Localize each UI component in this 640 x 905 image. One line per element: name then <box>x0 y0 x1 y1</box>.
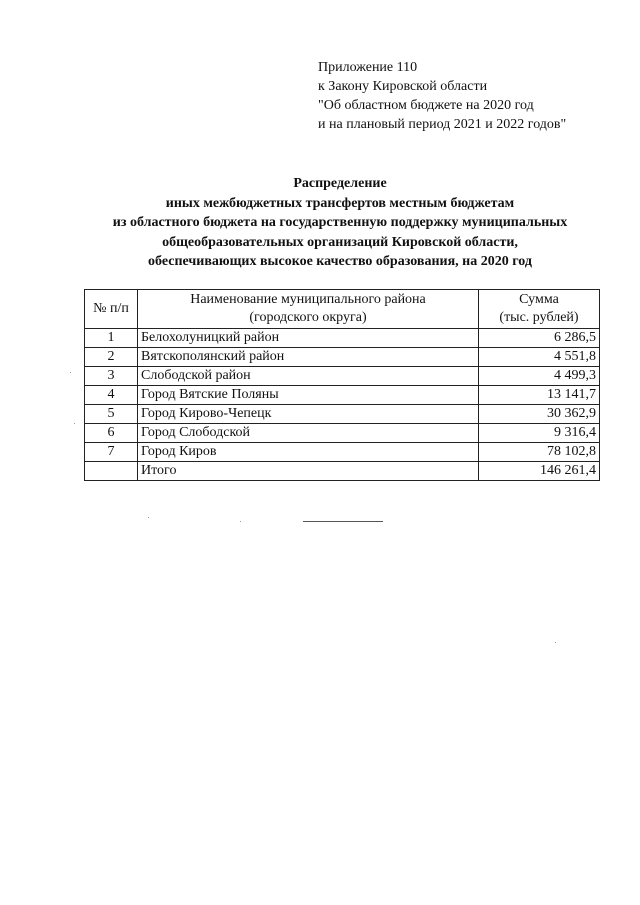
row-number: 3 <box>85 367 138 386</box>
table-row <box>85 424 600 443</box>
row-number: 4 <box>85 386 138 405</box>
row-number: 2 <box>85 348 138 367</box>
row-name: Город Вятские Поляны <box>138 386 479 405</box>
header-sum-line2: (тыс. рублей) <box>499 310 579 325</box>
appendix-line: Приложение 110 <box>318 60 418 75</box>
table-row <box>85 405 600 424</box>
table-total-row <box>85 462 600 481</box>
total-sum: 146 261,4 <box>479 462 600 481</box>
table-row <box>85 329 600 348</box>
title-line: Распределение <box>293 176 387 191</box>
table-row <box>85 367 600 386</box>
row-sum: 4 551,8 <box>479 348 600 367</box>
distribution-table <box>84 289 600 481</box>
scan-speck <box>555 642 556 643</box>
appendix-line: и на плановый период 2021 и 2022 годов" <box>318 117 567 132</box>
header-sum <box>479 290 600 329</box>
title-line: обеспечивающих высокое качество образования, на 2020 год <box>148 254 532 269</box>
title-line: из областного бюджета на государственную поддержку муниципальных <box>112 215 568 230</box>
row-name: Город Кирово-Чепецк <box>138 405 479 424</box>
row-number: 7 <box>85 443 138 462</box>
header-name-line1: Наименование муниципального района <box>190 292 426 307</box>
row-sum: 4 499,3 <box>479 367 600 386</box>
row-sum: 78 102,8 <box>479 443 600 462</box>
table-row <box>85 443 600 462</box>
row-sum: 13 141,7 <box>479 386 600 405</box>
table-row <box>85 348 600 367</box>
table-row <box>85 386 600 405</box>
row-name: Город Слободской <box>138 424 479 443</box>
header-name-line2: (городского округа) <box>249 310 367 325</box>
row-number: 6 <box>85 424 138 443</box>
row-name: Слободской район <box>138 367 479 386</box>
appendix-header <box>318 58 566 134</box>
total-number <box>85 462 138 481</box>
row-sum: 30 362,9 <box>479 405 600 424</box>
row-sum: 6 286,5 <box>479 329 600 348</box>
row-name: Вятскополянский район <box>138 348 479 367</box>
row-sum: 9 316,4 <box>479 424 600 443</box>
appendix-line: "Об областном бюджете на 2020 год <box>318 98 534 113</box>
appendix-line: к Закону Кировской области <box>318 79 488 94</box>
scan-speck <box>74 423 75 424</box>
title-line: общеобразовательных организаций Кировской области, <box>162 234 518 250</box>
scan-speck <box>70 372 71 373</box>
row-name: Белохолуницкий район <box>138 329 479 348</box>
row-name: Город Киров <box>138 443 479 462</box>
scan-speck <box>240 521 241 522</box>
row-number: 1 <box>85 329 138 348</box>
header-number: № п/п <box>85 290 138 329</box>
scan-speck <box>148 517 149 518</box>
end-divider <box>303 521 383 522</box>
row-number: 5 <box>85 405 138 424</box>
header-name <box>138 290 479 329</box>
header-sum-line1: Сумма <box>519 292 559 307</box>
title-line: иных межбюджетных трансфертов местным бюджетам <box>165 195 515 211</box>
table-header-row <box>85 290 600 329</box>
document-title <box>60 174 620 272</box>
total-label: Итого <box>138 462 479 481</box>
